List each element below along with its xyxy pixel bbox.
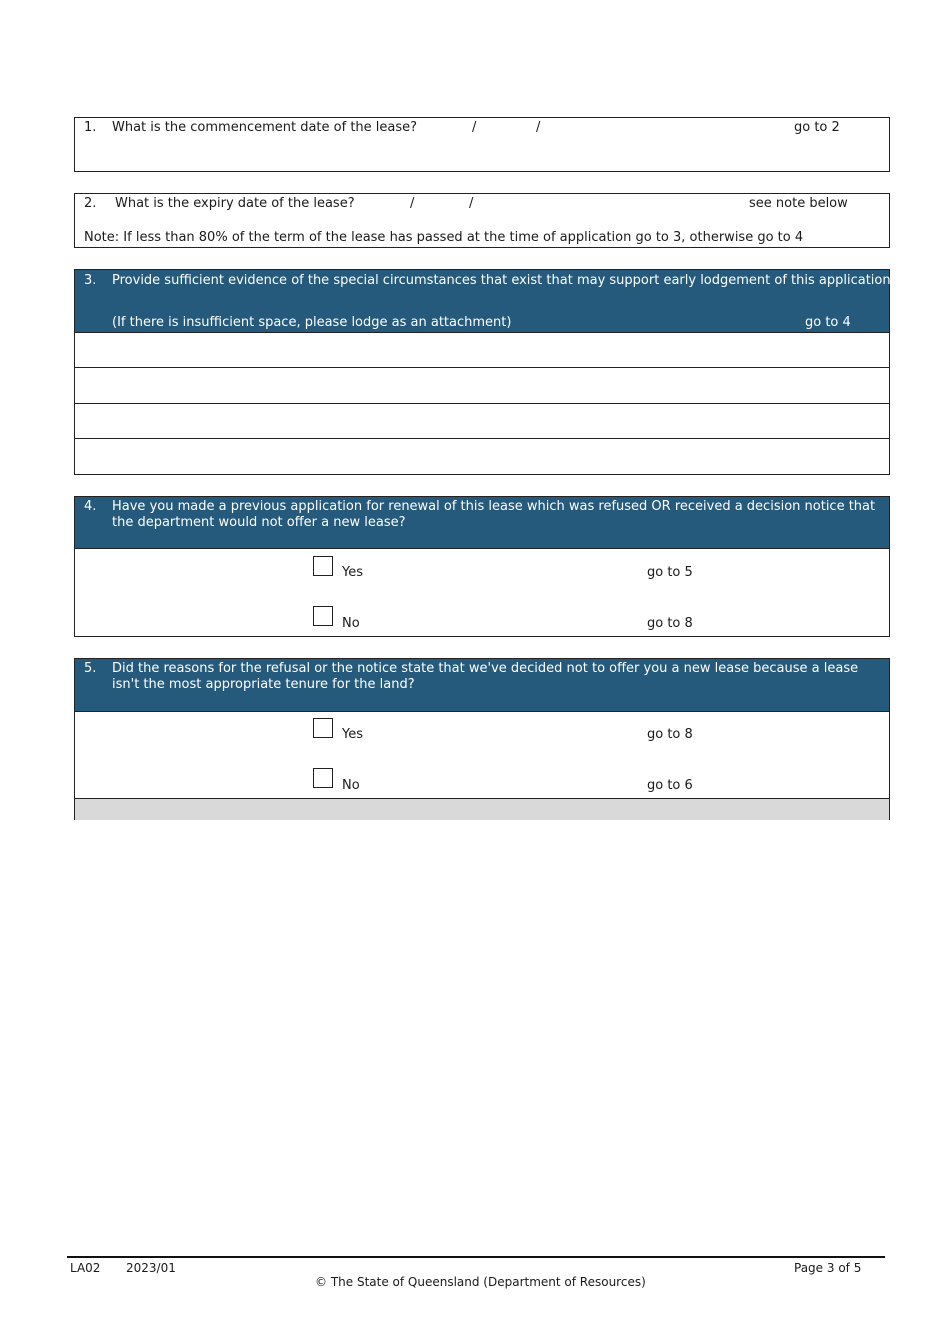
question-4-box [74,496,890,637]
q3-answer-line-3[interactable] [75,403,889,439]
q1-number: 1. [84,120,97,135]
q2-date-separator-2: / [469,196,474,211]
q3-goto: go to 4 [805,315,851,330]
footer-version: 2023/01 [126,1261,176,1275]
q3-subtext: (If there is insufficient space, please lodge as an attachment) [112,315,512,330]
q5-no-label: No [342,778,360,793]
question-1-box [74,117,890,172]
q5-header [75,659,889,712]
q5-number: 5. [84,661,97,676]
footer-copyright: © The State of Queensland (Department of Resources) [315,1275,646,1289]
q1-date-field[interactable] [435,118,635,140]
q5-no-goto: go to 6 [647,778,693,793]
question-2-box [74,193,890,248]
q2-date-field[interactable] [375,194,575,216]
footer-page-number: Page 3 of 5 [794,1261,862,1275]
q5-yes-goto: go to 8 [647,727,693,742]
q1-date-separator-2: / [536,120,541,135]
q2-number: 2. [84,196,97,211]
q3-answer-line-1[interactable] [75,332,889,368]
q1-question: What is the commencement date of the lease? [112,120,418,135]
q3-header [75,270,895,332]
q2-question: What is the expiry date of the lease? [115,196,355,211]
q4-number: 4. [84,499,97,514]
q4-question: Have you made a previous application for renewal of this lease which was refused OR received a decision notice that the department would not offer a new lease? [112,499,876,530]
q4-no-goto: go to 8 [647,616,693,631]
q5-yes-checkbox[interactable] [313,718,333,738]
q2-goto: see note below [749,196,848,211]
q4-no-label: No [342,616,360,631]
q1-goto: go to 2 [794,120,840,135]
q2-date-separator-1: / [410,196,415,211]
q2-note: Note: If less than 80% of the term of the lease has passed at the time of application go to 3, otherwise go to 4 [84,230,804,245]
q3-question: Provide sufficient evidence of the special circumstances that exist that may support early lodgement of this application. [112,273,895,288]
q4-no-checkbox[interactable] [313,606,333,626]
q5-grey-band [75,798,889,820]
q4-yes-checkbox[interactable] [313,556,333,576]
q4-yes-label: Yes [342,565,363,580]
q3-answer-line-2[interactable] [75,367,889,403]
footer-rule [67,1256,885,1258]
q5-no-checkbox[interactable] [313,768,333,788]
footer-form-code: LA02 [70,1261,101,1275]
q4-header [75,497,889,549]
q3-answer-line-4[interactable] [75,438,889,475]
q3-number: 3. [84,273,97,288]
q5-question: Did the reasons for the refusal or the notice state that we've decided not to offer you a new lease because a lease isn't the most appropriate tenure for the land? [112,661,859,692]
question-3-box [74,269,895,475]
question-5-box [74,658,890,820]
q5-yes-label: Yes [342,727,363,742]
q1-date-separator-1: / [472,120,477,135]
q4-yes-goto: go to 5 [647,565,693,580]
